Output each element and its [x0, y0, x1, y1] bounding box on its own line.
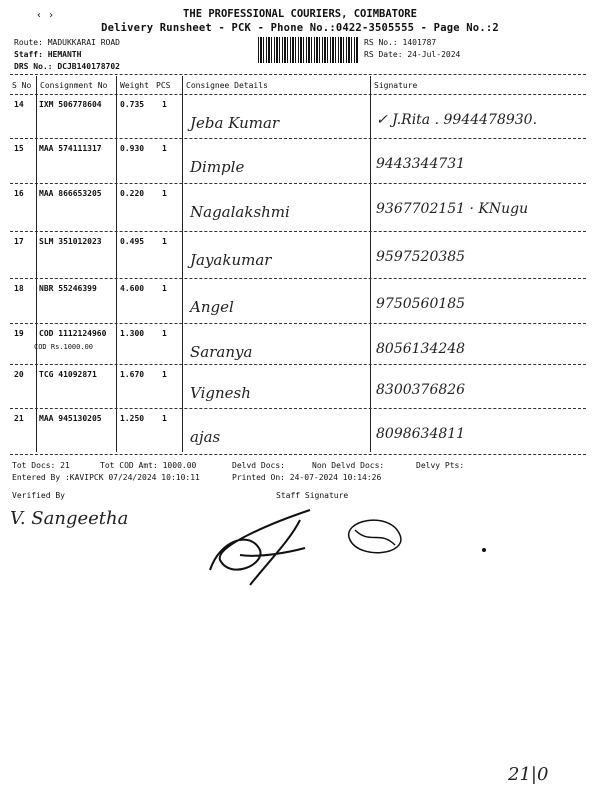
row-signature-handwriting: 9750560185 — [376, 296, 466, 312]
row-sno: 21 — [14, 414, 24, 423]
row-sno: 16 — [14, 189, 24, 198]
row-consignee-handwriting: Angel — [190, 298, 234, 316]
route-label: Route: MADUKKARAI ROAD — [14, 38, 120, 47]
row-consignment-no: NBR 55246399 — [39, 284, 97, 293]
staff-signature-label: Staff Signature — [276, 491, 349, 500]
non-delivered-docs: Non Delvd Docs: — [312, 461, 385, 470]
col-header-consignee: Consignee Details — [186, 81, 268, 90]
row-weight: 0.495 — [120, 237, 145, 246]
dot-mark — [482, 548, 486, 552]
row-divider — [10, 364, 586, 365]
page-note-handwriting: 21|0 — [508, 764, 549, 785]
row-divider — [10, 408, 586, 409]
staff-label: Staff: HEMANTH — [14, 50, 82, 59]
col-header-signature: Signature — [374, 81, 418, 90]
entered-by: Entered By :KAVIPCK 07/24/2024 10:10:11 — [12, 473, 200, 482]
row-weight: 0.735 — [120, 100, 145, 109]
table-bottom-rule — [10, 454, 586, 455]
row-consignee-handwriting: Vignesh — [190, 384, 251, 402]
row-weight: 1.300 — [120, 329, 145, 338]
row-divider — [10, 138, 586, 139]
col-header-weight: Weight — [120, 81, 149, 90]
row-consignee-handwriting: Jayakumar — [190, 251, 272, 269]
row-pcs: 1 — [162, 329, 167, 338]
row-weight: 0.220 — [120, 189, 145, 198]
row-divider — [10, 278, 586, 279]
delivered-docs: Delvd Docs: — [232, 461, 285, 470]
row-sno: 19 — [14, 329, 24, 338]
staff-signature-scribble — [190, 500, 410, 590]
top-corner-mark: ‹ › — [36, 10, 55, 21]
col-header-pcs: PCS — [156, 81, 171, 90]
row-sno: 20 — [14, 370, 24, 379]
row-consignee-handwriting: Saranya — [190, 343, 253, 361]
row-signature-handwriting: 9597520385 — [376, 249, 466, 265]
col-divider — [182, 76, 183, 452]
header-rule — [10, 94, 586, 95]
row-pcs: 1 — [162, 237, 167, 246]
row-sno: 14 — [14, 100, 24, 109]
col-divider — [370, 76, 371, 452]
col-divider — [116, 76, 117, 452]
row-signature-handwriting: 8098634811 — [376, 426, 466, 442]
row-weight: 1.250 — [120, 414, 145, 423]
row-pcs: 1 — [162, 414, 167, 423]
row-consignment-no: MAA 574111317 — [39, 144, 102, 153]
row-consignee-handwriting: ajas — [190, 428, 221, 446]
row-consignee-handwriting: Jeba Kumar — [190, 114, 280, 132]
row-consignment-no: MAA 945130205 — [39, 414, 102, 423]
row-signature-handwriting: 8056134248 — [376, 341, 466, 357]
row-pcs: 1 — [162, 189, 167, 198]
col-divider — [36, 76, 37, 452]
verified-by-label: Verified By — [12, 491, 65, 500]
row-signature-handwriting: 9443344731 — [376, 156, 466, 172]
rs-date: RS Date: 24-Jul-2024 — [364, 50, 461, 59]
row-consignment-no: IXM 506778604 — [39, 100, 102, 109]
row-divider — [10, 183, 586, 184]
runsheet-title: Delivery Runsheet - PCK - Phone No.:0422-3505555 - Page No.:2 — [101, 22, 499, 34]
row-weight: 1.670 — [120, 370, 145, 379]
row-sno: 17 — [14, 237, 24, 246]
company-title: THE PROFESSIONAL COURIERS, COIMBATORE — [183, 8, 417, 20]
rs-number: RS No.: 1401787 — [364, 38, 437, 47]
row-signature-handwriting: ✓ J.Rita . 9944478930. — [376, 112, 538, 128]
barcode — [258, 37, 358, 63]
drs-number: DRS No.: DCJB140178702 — [14, 62, 120, 71]
row-pcs: 1 — [162, 144, 167, 153]
table-top-rule — [10, 74, 586, 75]
delivery-points: Delvy Pts: — [416, 461, 465, 470]
row-signature-handwriting: 9367702151 · KNugu — [376, 201, 529, 217]
row-weight: 4.600 — [120, 284, 145, 293]
printed-on: Printed On: 24-07-2024 10:14:26 — [232, 473, 382, 482]
col-header-consignment: Consignment No — [40, 81, 108, 90]
row-consignment-no: TCG 41092871 — [39, 370, 97, 379]
row-sno: 18 — [14, 284, 24, 293]
row-weight: 0.930 — [120, 144, 145, 153]
verifier-handwriting: V. Sangeetha — [10, 508, 129, 529]
row-signature-handwriting: 8300376826 — [376, 382, 466, 398]
row-pcs: 1 — [162, 284, 167, 293]
col-header-sno: S No — [12, 81, 32, 90]
row-consignee-handwriting: Dimple — [190, 158, 245, 176]
total-docs: Tot Docs: 21 — [12, 461, 70, 470]
row-cod-amount: COD Rs.1000.00 — [34, 343, 94, 351]
row-divider — [10, 323, 586, 324]
row-consignment-no: COD 1112124960 — [39, 329, 107, 338]
total-cod: Tot COD Amt: 1000.00 — [100, 461, 197, 470]
row-pcs: 1 — [162, 370, 167, 379]
row-consignment-no: MAA 866653205 — [39, 189, 102, 198]
row-sno: 15 — [14, 144, 24, 153]
row-consignee-handwriting: Nagalakshmi — [190, 203, 290, 221]
row-pcs: 1 — [162, 100, 167, 109]
row-divider — [10, 231, 586, 232]
row-consignment-no: SLM 351012023 — [39, 237, 102, 246]
